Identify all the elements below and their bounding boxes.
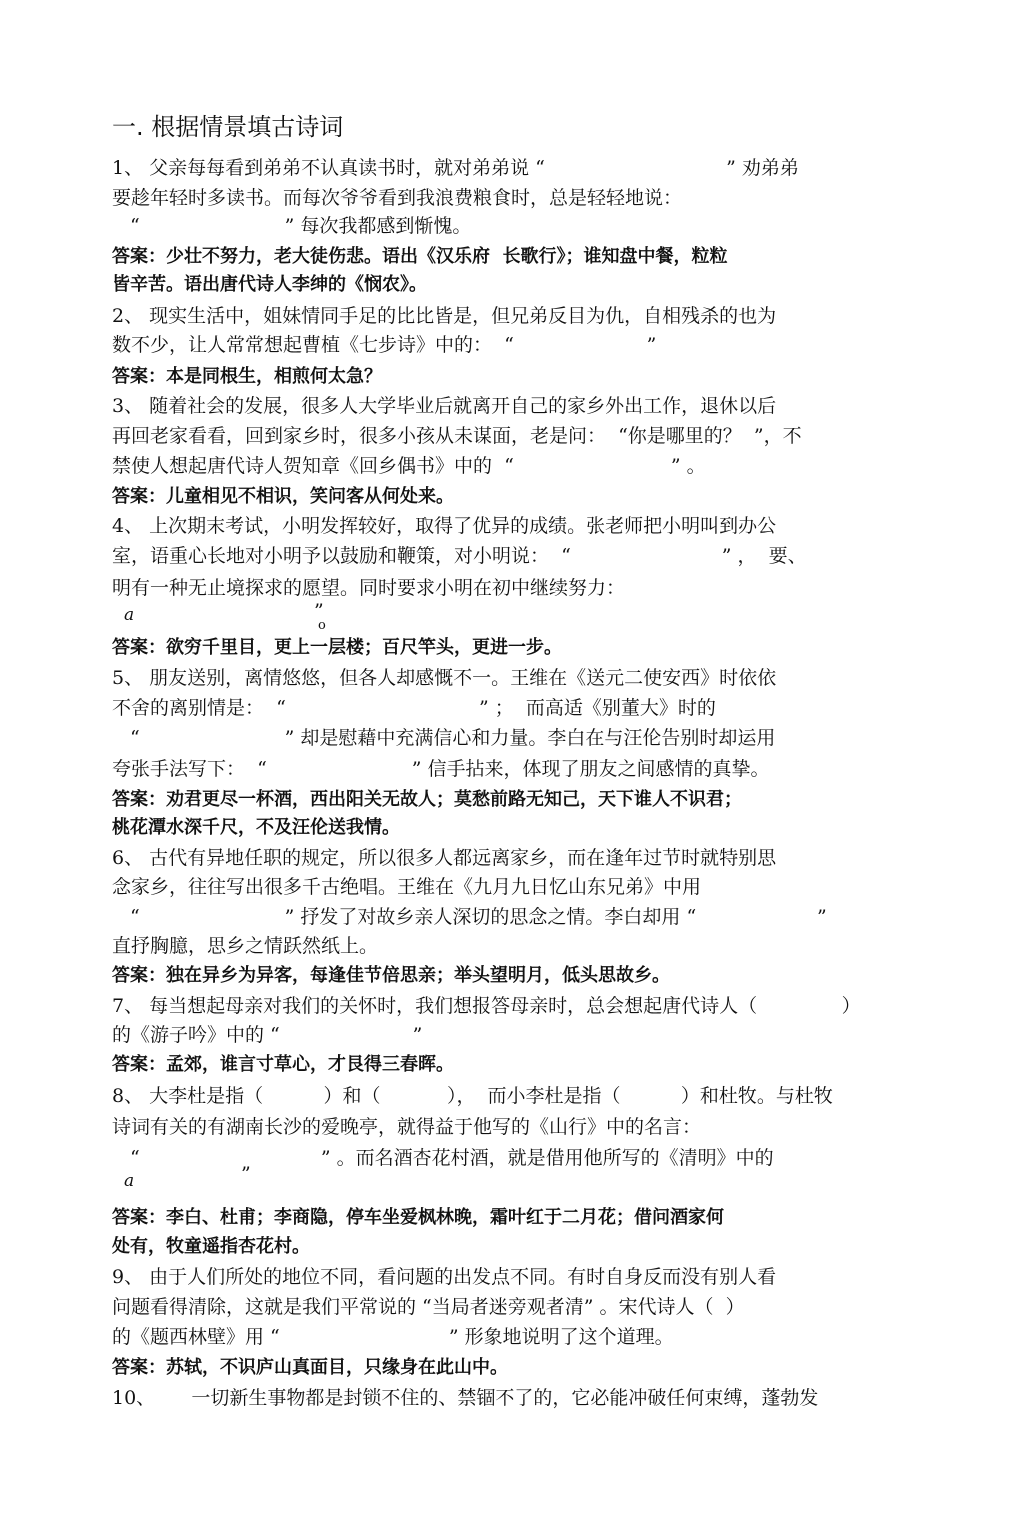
answer-7: 答案：孟郊，谁言寸草心，才艮得三春晖。 xyxy=(112,1054,454,1075)
question-9-line-3: 的《题西林壁》用 “ ” 形象地说明了这个道理。 xyxy=(112,1326,674,1348)
answer-6: 答案：独在异乡为异客，每逢佳节倍思亲；举头望明月，低头思故乡。 xyxy=(112,965,670,986)
question-1-line-1: 1、 父亲每每看到弟弟不认真读书时，就对弟弟说 “ ” 劝弟弟 xyxy=(112,157,799,179)
question-5-line-1: 5、 朋友送别，离情悠悠，但各人却感慨不一。王维在《送元二使安西》时依依 xyxy=(112,667,777,689)
question-4-line-2: 室，语重心长地对小明予以鼓励和鞭策，对小明说： “ ” ， 要、 xyxy=(112,545,807,567)
question-6-line-3: “ ” 抒发了对故乡亲人深切的思念之情。李白却用 “ ” xyxy=(130,906,827,928)
question-5-line-3: “ ” 却是慰藉中充满信心和力量。李白在与汪伦告别时却运用 xyxy=(130,727,776,749)
answer-3: 答案：儿童相见不相识，笑问客从何处来。 xyxy=(112,486,454,507)
question-2-line-2: 数不少，让人常常想起曹植《七步诗》中的： “ ” xyxy=(112,334,657,356)
question-10-line-1: 10、 一切新生事物都是封锁不住的、禁锢不了的，它必能冲破任何束缚，蓬勃发 xyxy=(112,1387,819,1409)
question-5-line-2: 不舍的离别情是： “ ” ； 而高适《别董大》时的 xyxy=(112,697,716,719)
question-8-line-2: 诗词有关的有湖南长沙的爱晚亭，就得益于他写的《山行》中的名言： xyxy=(112,1116,702,1138)
question-1-line-3: “ ” 每次我都感到惭愧。 xyxy=(130,215,472,237)
question-6-line-1: 6、 古代有异地任职的规定，所以很多人都远离家乡，而在逢年过节时就特别思 xyxy=(112,847,777,869)
mark-a-1: a xyxy=(124,605,135,625)
answer-4: 答案：欲穷千里目，更上一层楼；百尺竿头，更进一步。 xyxy=(112,637,562,658)
question-6-line-2: 念家乡，往往写出很多千古绝唱。王维在《九月九日忆山东兄弟》中用 xyxy=(112,876,702,898)
mark-quote-2: ” xyxy=(241,1163,251,1185)
question-3-line-3: 禁使人想起唐代诗人贺知章《回乡偶书》中的 “ ” 。 xyxy=(112,455,706,477)
question-8-line-3: “ ” 。而名酒杏花村酒，就是借用他所写的《清明》中的 xyxy=(130,1147,774,1169)
question-4-line-3: 明有一种无止境探求的愿望。同时要求小明在初中继续努力： xyxy=(112,577,626,599)
question-3-line-2: 再回老家看看，回到家乡时，很多小孩从未谋面，老是问： “你是哪里的？ ”，不 xyxy=(112,425,802,447)
mark-o-1: o xyxy=(318,618,326,633)
answer-5-line-2: 桃花潭水深千尺，不及汪伦送我情。 xyxy=(112,817,400,838)
question-6-line-4: 直抒胸臆，思乡之情跃然纸上。 xyxy=(112,935,379,957)
answer-1-line-2: 皆辛苦。语出唐代诗人李绅的《悯农》。 xyxy=(112,274,427,295)
question-4-line-1: 4、 上次期末考试，小明发挥较好，取得了优异的成绩。张老师把小明叫到办公 xyxy=(112,515,777,537)
answer-1-line-1: 答案：少壮不努力，老大徒伤悲。语出《汉乐府 长歌行》；谁知盘中餐，粒粒 xyxy=(112,246,728,267)
question-9-line-2: 问题看得清除，这就是我们平常说的 “当局者迷旁观者清” 。宋代诗人（ ） xyxy=(112,1296,745,1318)
question-1-line-2: 要趁年轻时多读书。而每次爷爷看到我浪费粮食时，总是轻轻地说： xyxy=(112,187,683,209)
question-3-line-1: 3、 随着社会的发展，很多人大学毕业后就离开自己的家乡外出工作，退休以后 xyxy=(112,395,777,417)
question-7-line-2: 的《游子吟》中的 “ ” xyxy=(112,1024,423,1046)
answer-9: 答案：苏轼，不识庐山真面目，只缘身在此山中。 xyxy=(112,1357,508,1378)
answer-8-line-1: 答案：李白、杜甫；李商隐，停车坐爱枫林晚，霜叶红于二月花；借问酒家何 xyxy=(112,1207,724,1228)
answer-5-line-1: 答案：劝君更尽一杯酒，西出阳关无故人；莫愁前路无知己，天下谁人不识君； xyxy=(112,789,742,810)
answer-8-line-2: 处有，牧童遥指杏花村。 xyxy=(112,1236,310,1257)
mark-a-2: a xyxy=(124,1171,135,1191)
answer-2: 答案：本是同根生，相煎何太急？ xyxy=(112,366,382,387)
question-7-line-1: 7、 每当想起母亲对我们的关怀时，我们想报答母亲时，总会想起唐代诗人（ ） xyxy=(112,995,861,1017)
question-8-line-1: 8、 大李杜是指（ ）和（ ）， 而小李杜是指（ ）和杜牧。与杜牧 xyxy=(112,1085,833,1107)
question-5-line-4: 夸张手法写下： “ ” 信手拈来，体现了朋友之间感情的真挚。 xyxy=(112,758,770,780)
question-2-line-1: 2、 现实生活中，姐妹情同手足的比比皆是，但兄弟反目为仇，自相残杀的也为 xyxy=(112,305,777,327)
section-title: 一. 根据情景填古诗词 xyxy=(112,113,344,141)
mark-quote-1: ” xyxy=(314,600,324,622)
question-9-line-1: 9、 由于人们所处的地位不同，看问题的出发点不同。有时自身反而没有别人看 xyxy=(112,1266,777,1288)
